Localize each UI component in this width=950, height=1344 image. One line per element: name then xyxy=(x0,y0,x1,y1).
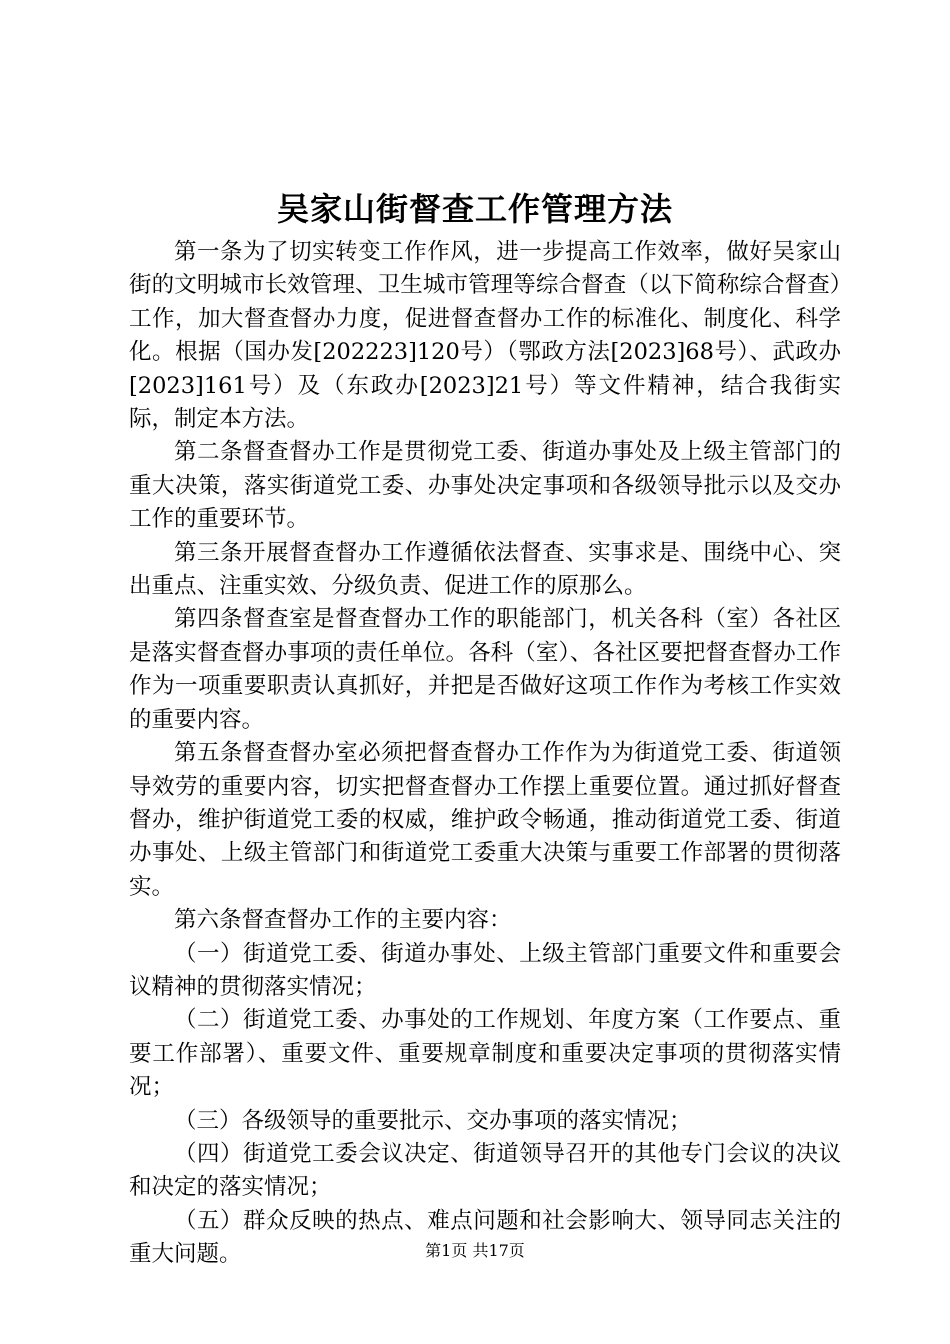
article-6-item-5: （五）群众反映的热点、难点问题和社会影响大、领导同志关注的重大问题。 xyxy=(129,1207,841,1268)
article-6-item-2: （二）街道党工委、办事处的工作规划、年度方案（工作要点、重要工作部署）、重要文件、重要规章制度和重要决定事项的贯彻落实情况； xyxy=(129,1007,841,1101)
article-6-item-4: （四）街道党工委会议决定、街道领导召开的其他专门会议的决议和决定的落实情况； xyxy=(129,1140,841,1201)
article-1-paragraph: 第一条为了切实转变工作作风，进一步提高工作效率，做好吴家山街的文明城市长效管理、卫生城市管理等综合督查（以下简称综合督查）工作，加大督查督办力度，促进督查督办工作的标准化、制度化、科学化。根据（国办发[202223]120号）（鄂政方法[2023]68号）、武政办[2023]161号）及（东政办[2023]21号）等文件精神，结合我街实际，制定本方法。 xyxy=(129,239,841,433)
article-2-paragraph: 第二条督查督办工作是贯彻党工委、街道办事处及上级主管部门的重大决策，落实街道党工委、办事处决定事项和各级领导批示以及交办工作的重要环节。 xyxy=(129,439,841,533)
article-5-paragraph: 第五条督查督办室必须把督查督办工作作为为街道党工委、街道领导效劳的重要内容，切实把督查督办工作摆上重要位置。通过抓好督查督办，维护街道党工委的权威，维护政令畅通，推动街道党工委、街道办事处、上级主管部门和街道党工委重大决策与重要工作部署的贯彻落实。 xyxy=(129,740,841,900)
article-6-item-3: （三）各级领导的重要批示、交办事项的落实情况； xyxy=(174,1107,692,1134)
article-6-item-1: （一）街道党工委、街道办事处、上级主管部门重要文件和重要会议精神的贯彻落实情况； xyxy=(129,940,841,1000)
document-body xyxy=(129,236,841,1272)
page-footer: 第1页 共17页 xyxy=(425,1241,525,1260)
article-4-paragraph: 第四条督查室是督查督办工作的职能部门，机关各科（室）各社区是落实督查督办事项的责任单位。各科（室）、各社区要把督查督办工作作为一项重要职责认真抓好，并把是否做好这项工作作为考核工作实效的重要内容。 xyxy=(129,606,841,733)
document-title: 吴家山街督查工作管理方法 xyxy=(276,190,673,228)
article-6-paragraph: 第六条督查督办工作的主要内容： xyxy=(174,907,512,934)
article-3-paragraph: 第三条开展督查督办工作遵循依法督查、实事求是、围绕中心、突出重点、注重实效、分级负责、促进工作的原那么。 xyxy=(129,539,841,600)
